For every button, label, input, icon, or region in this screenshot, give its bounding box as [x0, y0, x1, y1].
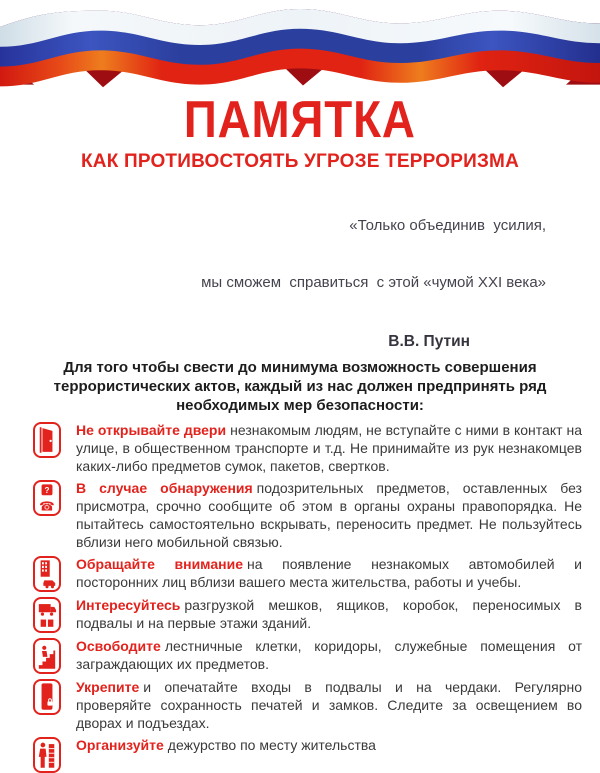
page-title: ПАМЯТКА	[183, 91, 417, 149]
intro-paragraph: Для того чтобы свести до минимума возможность совершения террористических актов, каждый из нас должен предпринять ряд необходимых мер безопасности:	[53, 359, 547, 414]
item-lead: В случае обнаружения	[76, 480, 253, 497]
list-item	[33, 736, 582, 773]
suspicious-package-phone-icon	[33, 480, 61, 516]
building-car-icon	[33, 556, 61, 592]
quote-block	[0, 178, 600, 330]
stairs-person-icon	[33, 638, 61, 674]
item-body: незнакомым людям, не вступайте с ними в контакт на улице, в общественном транспорте и т.д. Не принимайте из рук незнакомцев каких-либо предметов сумок, пакетов, свертков.	[76, 422, 583, 475]
page-subtitle: КАК ПРОТИВОСТОЯТЬ УГРОЗЕ ТЕРРОРИЗМА	[80, 151, 520, 172]
item-lead: Укрепите	[76, 679, 140, 696]
open-door-icon	[33, 422, 61, 458]
item-body: лестничные клетки, коридоры, служебные помещения от заграждающих их предметов.	[76, 638, 582, 673]
quote-line: «Только объединив усилия,	[349, 217, 546, 235]
list-item	[33, 678, 582, 732]
item-lead: Обращайте внимание	[76, 556, 243, 573]
item-lead: Не открывайте двери	[76, 422, 227, 439]
item-text	[76, 555, 582, 591]
locked-door-icon	[33, 679, 61, 715]
russian-flag-ribbon-icon	[0, 0, 600, 90]
item-text	[76, 596, 582, 632]
item-text	[76, 421, 582, 475]
item-body: разгрузкой мешков, ящиков, коробок, переносимых в подвалы и на первые этажи зданий.	[76, 597, 582, 632]
item-text	[76, 479, 582, 551]
duty-person-icon	[33, 737, 61, 773]
list-item	[33, 596, 582, 633]
quote-author: В.В. Путин	[388, 333, 470, 351]
quote-line: мы сможем справиться с этой «чумой XXI века»	[201, 274, 546, 292]
truck-boxes-icon	[33, 597, 61, 633]
item-lead: Интересуйтесь	[76, 597, 181, 614]
item-body: подозрительных предметов, оставленных без присмотра, срочно сообщите об этом в органы охраны правопорядка. Не пытайтесь самостоятельно вскрывать, переносить предмет. Не пользуйтесь вблизи него мобильной связью.	[76, 480, 582, 551]
item-body: на появление незнакомых автомобилей и посторонних лиц вблизи вашего места жительства, работы и учебы.	[76, 556, 582, 591]
list-item	[33, 421, 582, 475]
list-item	[33, 555, 582, 592]
list-item	[33, 479, 582, 551]
item-body: и опечатайте входы в подвалы и на чердаки. Регулярно проверяйте сохранность печатей и замков. Следите за освещением во дворах и подъездах.	[76, 679, 582, 732]
safety-measures-list	[0, 421, 600, 773]
svg-text:☎: ☎	[39, 498, 55, 514]
item-text	[76, 736, 582, 754]
item-text	[76, 678, 582, 732]
list-item	[33, 637, 582, 674]
item-text	[76, 637, 582, 673]
svg-text:?: ?	[44, 486, 50, 496]
item-body: дежурство по месту жительства	[167, 737, 376, 754]
item-lead: Освободите	[76, 638, 161, 655]
item-lead: Организуйте	[76, 737, 164, 754]
